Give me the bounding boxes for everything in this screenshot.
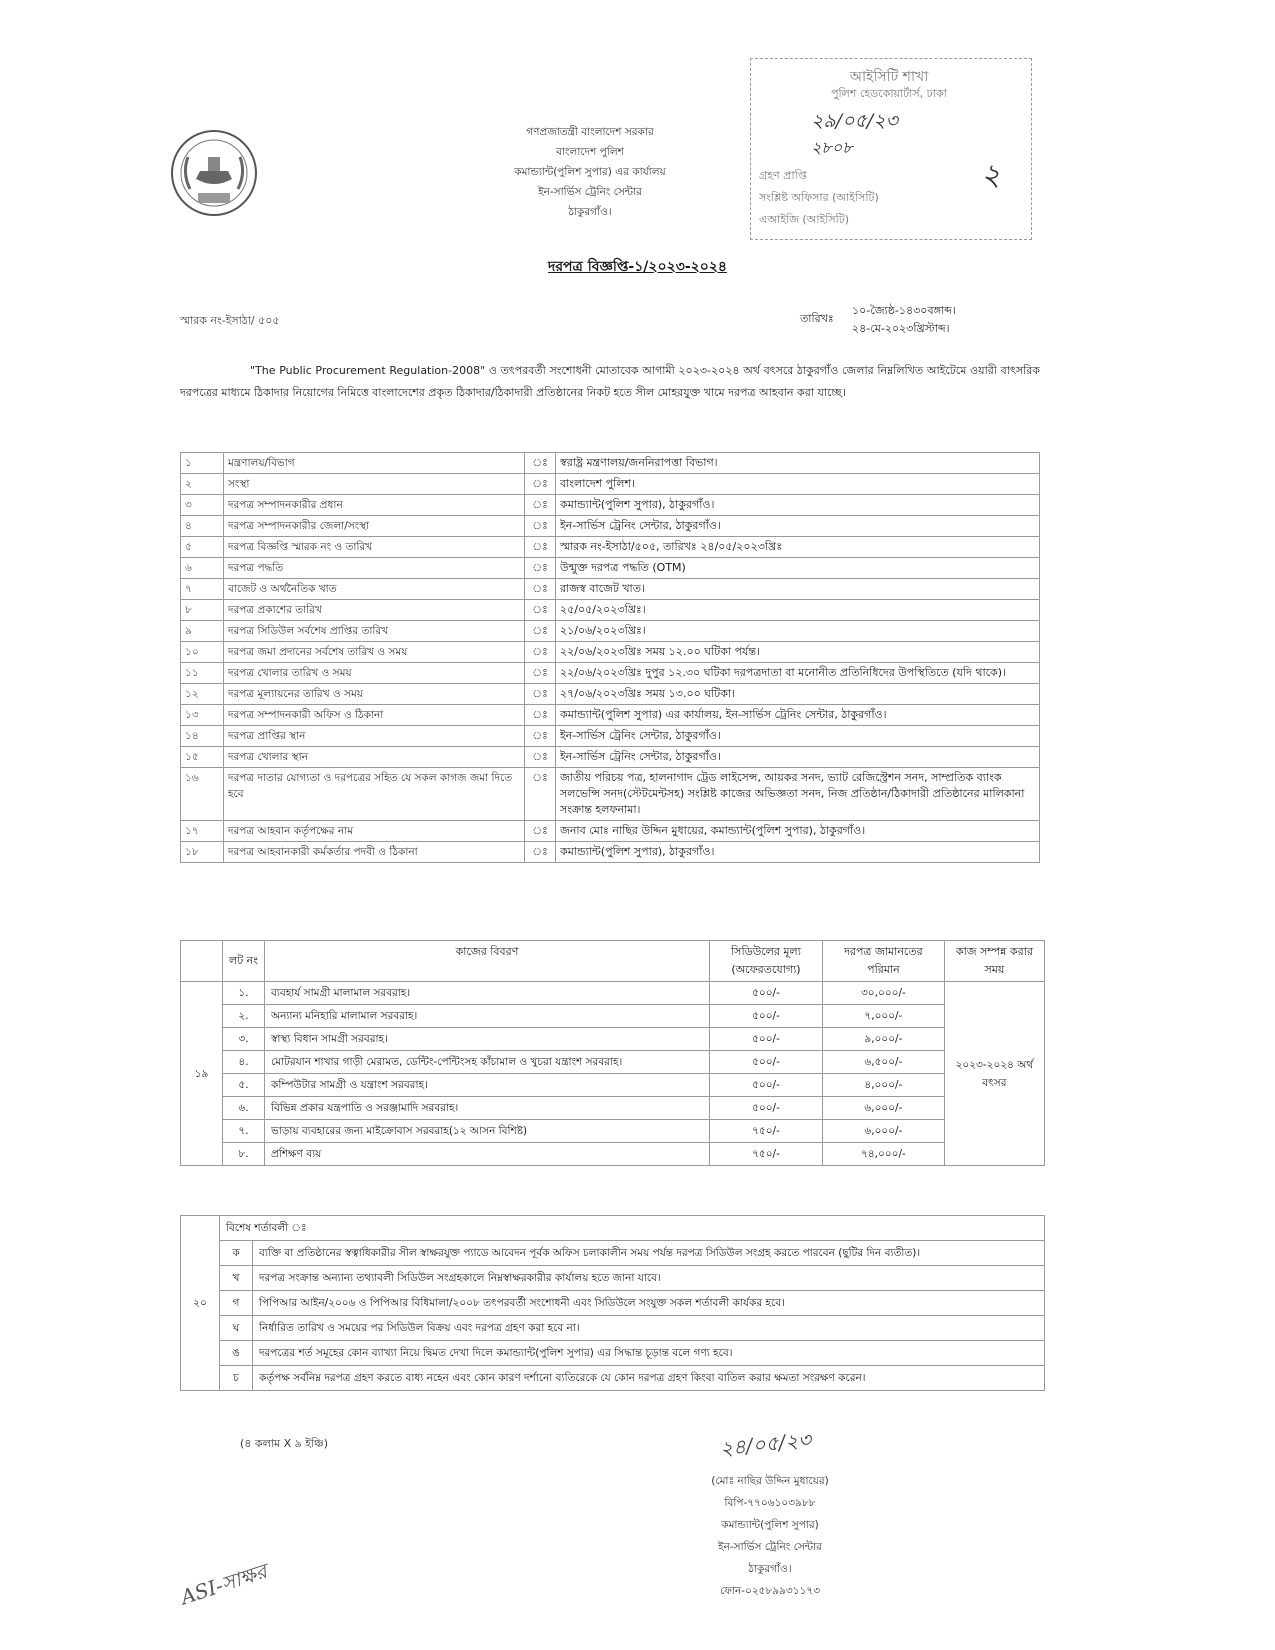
- info-row-colon: ঃ: [525, 768, 556, 821]
- date-bangla: ১০-জ্যৈষ্ঠ-১৪৩০বঙ্গাব্দ।: [852, 304, 956, 317]
- work-desc: স্বাস্থ্য বিধান সামগ্রী সরবরাহ।: [265, 1028, 710, 1051]
- info-row-colon: ঃ: [525, 495, 556, 516]
- info-row: [181, 516, 1040, 537]
- info-row-number: ৬: [181, 558, 224, 579]
- work-price: ৫০০/-: [709, 1051, 822, 1074]
- condition-mark: গ: [220, 1291, 253, 1316]
- receipt-stamp: [750, 58, 1032, 240]
- stamp-dept: পুলিশ হেডকোয়ার্টার্স, ঢাকা: [831, 87, 947, 100]
- info-row-key: দরপত্র প্রকাশের তারিখ: [224, 600, 525, 621]
- police-emblem-logo: [168, 127, 260, 219]
- info-row: [181, 537, 1040, 558]
- info-row-number: ১৬: [181, 768, 224, 821]
- work-row: [181, 1005, 1045, 1028]
- condition-text: কর্তৃপক্ষ সর্বনিম্ন দরপত্র গ্রহণ করতে বাধ্য নহেন এবং কোন কারণ দর্শানো ব্যতিরেকে যে কোন দরপত্র গ্রহণ কিংবা বাতিল করার ক্ষমতা সংরক্ষণ করেন।: [253, 1366, 1045, 1391]
- condition-mark: খ: [220, 1266, 253, 1291]
- work-row: [181, 1097, 1045, 1120]
- info-row-value: কমান্ড্যান্ট(পুলিশ সুপার), ঠাকুরগাঁও।: [556, 842, 1040, 863]
- work-price: ৭৫০/-: [709, 1120, 822, 1143]
- condition-mark: চ: [220, 1366, 253, 1391]
- info-row: [181, 726, 1040, 747]
- info-row-value: ইন-সার্ভিস ট্রেনিং সেন্টার, ঠাকুরগাঁও।: [556, 516, 1040, 537]
- info-row-number: ১৮: [181, 842, 224, 863]
- info-row-key: দরপত্র সম্পাদনকারীর জেলা/সংস্থা: [224, 516, 525, 537]
- condition-text: পিপিআর আইন/২০০৬ ও পিপিআর বিধিমালা/২০০৮ তৎপরবর্তী সংশোধনী এবং সিডিউলে সংযুক্ত সকল শর্তাবলী কার্যকর হবে।: [253, 1291, 1045, 1316]
- info-row-key: সংস্থা: [224, 474, 525, 495]
- info-row-number: ৩: [181, 495, 224, 516]
- conditions-heading-row: [181, 1216, 1045, 1241]
- signature-scribble: ২৪/০৫/২৩: [718, 1427, 813, 1461]
- header-period: কাজ সম্পন্ন করার সময়: [944, 941, 1044, 982]
- work-period: ২০২৩-২০২৪ অর্থ বৎসর: [944, 982, 1044, 1166]
- info-row-colon: ঃ: [525, 842, 556, 863]
- header-line: ঠাকুরগাঁও।: [568, 206, 612, 218]
- info-row-colon: ঃ: [525, 579, 556, 600]
- info-row-number: ১: [181, 453, 224, 474]
- info-row-number: ১২: [181, 684, 224, 705]
- info-row-number: ১৩: [181, 705, 224, 726]
- info-row-value: ২৭/০৬/২০২৩খ্রিঃ সময় ১৩.০০ ঘটিকা।: [556, 684, 1040, 705]
- work-lot: ৪.: [223, 1051, 265, 1074]
- work-security: ৬,০০০/-: [823, 1120, 945, 1143]
- work-security: ৬,৫০০/-: [823, 1051, 945, 1074]
- stamp-initial: ২: [981, 158, 1001, 193]
- work-desc: অন্যান্য মনিহারি মালামাল সরবরাহ।: [265, 1005, 710, 1028]
- signatory-name: (মোঃ নাছির উদ্দিন মুধায়ের): [711, 1475, 829, 1487]
- stamp-row: সংশ্লিষ্ট অফিসার (আইসিটি): [759, 191, 879, 204]
- info-row: [181, 558, 1040, 579]
- info-row-value: ইন-সার্ভিস ট্রেনিং সেন্টার, ঠাকুরগাঁও।: [556, 726, 1040, 747]
- info-row: [181, 474, 1040, 495]
- signatory-office: ইন-সার্ভিস ট্রেনিং সেন্টার: [718, 1541, 822, 1553]
- work-lot: ১.: [223, 982, 265, 1005]
- condition-row: [181, 1341, 1045, 1366]
- info-row: [181, 842, 1040, 863]
- work-row: [181, 1051, 1045, 1074]
- header-lot: লট নং: [223, 941, 265, 982]
- info-row-value: ২১/০৬/২০২৩খ্রিঃ।: [556, 621, 1040, 642]
- info-row-key: দরপত্র পদ্ধতি: [224, 558, 525, 579]
- work-security: ৭,০০০/-: [823, 1005, 945, 1028]
- info-row-key: দরপত্র দাতার যোগ্যতা ও দরপত্রের সহিত যে সকল কাগজ জমা দিতে হবে: [224, 768, 525, 821]
- info-row-number: ২: [181, 474, 224, 495]
- work-lot: ৫.: [223, 1074, 265, 1097]
- info-row-number: ১০: [181, 642, 224, 663]
- work-lot: ৮.: [223, 1143, 265, 1166]
- info-row-colon: ঃ: [525, 821, 556, 842]
- work-lot: ৩.: [223, 1028, 265, 1051]
- header-line: গণপ্রজাতন্ত্রী বাংলাদেশ সরকার: [526, 126, 654, 138]
- info-row-value: ২৫/০৫/২০২৩খ্রিঃ।: [556, 600, 1040, 621]
- condition-row: [181, 1266, 1045, 1291]
- stamp-org: আইসিটি শাখা: [849, 69, 929, 85]
- info-row: [181, 747, 1040, 768]
- header-price: সিডিউলের মূল্য (অফেরতযোগ্য): [709, 941, 822, 982]
- info-row-value: জাতীয় পরিচয় পত্র, হালনাগাদ ট্রেড লাইসেন্স, আয়কর সনদ, ভ্যাট রেজিস্ট্রেশন সনদ, সাম্প্রতিক ব্যাংক সলভেন্সি সনদ(স্টেটমেন্টসহ) সংশ্লিষ্ট কাজের অভিজ্ঞতা সনদ, নিজ প্রতিষ্ঠান/ঠিকাদারী প্রতিষ্ঠানের মালিকানা সংক্রান্ত হলফনামা।: [556, 768, 1040, 821]
- notice-title: দরপত্র বিজ্ঞপ্তি-১/২০২৩-২০২৪: [547, 259, 728, 275]
- info-row-key: দরপত্র আহবানকারী কর্মকর্তার পদবী ও ঠিকানা: [224, 842, 525, 863]
- info-row-value: কমান্ড্যান্ট(পুলিশ সুপার) এর কার্যালয়, ইন-সার্ভিস ট্রেনিং সেন্টার, ঠাকুরগাঁও।: [556, 705, 1040, 726]
- signature-block: [680, 1470, 860, 1602]
- work-price: ৭৫০/-: [709, 1143, 822, 1166]
- info-row-number: ৭: [181, 579, 224, 600]
- work-price: ৫০০/-: [709, 1028, 822, 1051]
- condition-mark: ক: [220, 1241, 253, 1266]
- work-security: ৩০,০০০/-: [823, 982, 945, 1005]
- conditions-section-number: ২০: [181, 1216, 220, 1391]
- condition-mark: ঘ: [220, 1316, 253, 1341]
- condition-mark: ঙ: [220, 1341, 253, 1366]
- work-row: [181, 1028, 1045, 1051]
- info-row-number: ৪: [181, 516, 224, 537]
- work-lot: ৬.: [223, 1097, 265, 1120]
- work-desc: প্রশিক্ষণ ব্যয়: [265, 1143, 710, 1166]
- info-row-value: রাজস্ব বাজেট খাত।: [556, 579, 1040, 600]
- info-row-value: কমান্ড্যান্ট(পুলিশ সুপার), ঠাকুরগাঁও।: [556, 495, 1040, 516]
- info-row: [181, 453, 1040, 474]
- info-row: [181, 663, 1040, 684]
- work-security: ৬,০০০/-: [823, 1097, 945, 1120]
- work-desc: মোটরযান শাখার গাড়ী মেরামত, ডেন্টিং-পেন্টিংসহ কাঁচামাল ও খুচরা যন্ত্রাংশ সরবরাহ।: [265, 1051, 710, 1074]
- date-english: ২৪-মে-২০২৩খ্রিস্টাব্দ।: [852, 322, 950, 335]
- header-line: বাংলাদেশ পুলিশ: [556, 146, 624, 158]
- info-row-key: দরপত্র মূল্যায়নের তারিখ ও সময়: [224, 684, 525, 705]
- info-row-value: বাংলাদেশ পুলিশ।: [556, 474, 1040, 495]
- stamp-row: এআইজি (আইসিটি): [759, 213, 850, 226]
- info-row-colon: ঃ: [525, 558, 556, 579]
- info-row-colon: ঃ: [525, 516, 556, 537]
- info-row: [181, 495, 1040, 516]
- info-row: [181, 684, 1040, 705]
- work-security: ৪,০০০/-: [823, 1074, 945, 1097]
- info-row-value: ২২/০৬/২০২৩খ্রিঃ সময় ১২.০০ ঘটিকা পর্যন্ত।: [556, 642, 1040, 663]
- info-row-value: উন্মুক্ত দরপত্র পদ্ধতি (OTM): [556, 558, 1040, 579]
- work-row: [181, 982, 1045, 1005]
- stamp-number: ২৮০৮: [811, 138, 853, 157]
- info-row-colon: ঃ: [525, 474, 556, 495]
- work-desc: কম্পিউটার সামগ্রী ও যন্ত্রাংশ সরবরাহ।: [265, 1074, 710, 1097]
- condition-row: [181, 1366, 1045, 1391]
- info-row-key: দরপত্র প্রাপ্তির স্থান: [224, 726, 525, 747]
- condition-row: [181, 1316, 1045, 1341]
- info-row-colon: ঃ: [525, 684, 556, 705]
- intro-paragraph: "The Public Procurement Regulation-2008" ও তৎপরবর্তী সংশোধনী মোতাবেক আগামী ২০২৩-২০২৪ অর্থ বৎসরে ঠাকুরগাঁও জেলার নিম্নলিখিত আইটেমে ওয়ারী বাৎসরিক দরপত্রের মাধ্যমে ঠিকাদার নিয়োগের নিমিত্তে বাংলাদেশের প্রকৃত ঠিকাদার/ঠিকাদারী প্রতিষ্ঠানের নিকট হতে সীল মোহরযুক্ত খামে দরপত্র আহবান করা যাচ্ছে।: [180, 364, 1040, 399]
- info-row-colon: ঃ: [525, 726, 556, 747]
- info-row-colon: ঃ: [525, 642, 556, 663]
- signatory-bp: বিপি-৭৭০৬১০৩৯৮৮: [724, 1497, 816, 1509]
- info-row-value: ইন-সার্ভিস ট্রেনিং সেন্টার, ঠাকুরগাঁও।: [556, 747, 1040, 768]
- info-row: [181, 600, 1040, 621]
- info-row-key: দরপত্র আহবান কর্তৃপক্ষের নাম: [224, 821, 525, 842]
- info-row-key: বাজেট ও অর্থনৈতিক খাত: [224, 579, 525, 600]
- info-row-key: দরপত্র খোলার স্থান: [224, 747, 525, 768]
- info-row-key: দরপত্র সম্পাদনকারীর প্রধান: [224, 495, 525, 516]
- work-price: ৫০০/-: [709, 1074, 822, 1097]
- info-row: [181, 621, 1040, 642]
- work-items-table: [180, 940, 1045, 1166]
- info-row: [181, 579, 1040, 600]
- work-desc: ভাড়ায় ব্যবহারের জন্য মাইক্রোবাস সরবরাহ(১২ আসন বিশিষ্ট): [265, 1120, 710, 1143]
- section-cell: [181, 941, 223, 982]
- work-security: ৭৪,০০০/-: [823, 1143, 945, 1166]
- handwritten-initials: ASI-সাক্ষর: [177, 1558, 270, 1610]
- info-row-number: ৯: [181, 621, 224, 642]
- stamp-row: গ্রহণ প্রাপ্তি: [759, 169, 807, 182]
- info-row-colon: ঃ: [525, 747, 556, 768]
- signatory-designation: কমান্ড্যান্ট(পুলিশ সুপার): [721, 1519, 819, 1531]
- info-row-value: স্মারক নং-ইসাঠা/৫০৫, তারিখঃ ২৪/০৫/২০২৩খ্রিঃ: [556, 537, 1040, 558]
- size-note: (৪ কলাম X ৯ ইঞ্চি): [240, 1437, 329, 1450]
- info-row-number: ৫: [181, 537, 224, 558]
- special-conditions-table: [180, 1215, 1045, 1391]
- work-price: ৫০০/-: [709, 1097, 822, 1120]
- info-row-number: ১৪: [181, 726, 224, 747]
- condition-row: [181, 1241, 1045, 1266]
- info-row-colon: ঃ: [525, 600, 556, 621]
- condition-text: দরপত্রের শর্ত সমূহের কোন ব্যাখ্যা নিয়ে দ্বিমত দেখা দিলে কমান্ড্যান্ট(পুলিশ সুপার) এর সিদ্ধান্ত চূড়ান্ত বলে গণ্য হবে।: [253, 1341, 1045, 1366]
- info-row-value: স্বরাষ্ট্র মন্ত্রণালয়/জননিরাপত্তা বিভাগ।: [556, 453, 1040, 474]
- work-desc: ব্যবহার্য সামগ্রী মালামাল সরবরাহ।: [265, 982, 710, 1005]
- stamp-date: ২৯/০৫/২৩: [811, 110, 898, 132]
- work-lot: ২.: [223, 1005, 265, 1028]
- info-row-key: দরপত্র সিডিউল সর্বশেষ প্রাপ্তির তারিখ: [224, 621, 525, 642]
- date-label: তারিখঃ: [800, 312, 834, 325]
- info-row-colon: ঃ: [525, 663, 556, 684]
- work-section-number: ১৯: [181, 982, 223, 1166]
- info-row-key: দরপত্র সম্পাদনকারী অফিস ও ঠিকানা: [224, 705, 525, 726]
- info-row-value: ২২/০৬/২০২৩খ্রিঃ দুপুর ১২.৩০ ঘটিকা দরপত্রদাতা বা মনোনীত প্রতিনিধিদের উপস্থিতিতে (যদি থাকে)।: [556, 663, 1040, 684]
- info-row: [181, 821, 1040, 842]
- info-row-colon: ঃ: [525, 537, 556, 558]
- info-row-key: দরপত্র জমা প্রদানের সর্বশেষ তারিখ ও সময়: [224, 642, 525, 663]
- header-line: ইন-সার্ভিস ট্রেনিং সেন্টার: [538, 186, 642, 198]
- conditions-heading: বিশেষ শর্তাবলী ঃ: [220, 1216, 1045, 1241]
- info-row-colon: ঃ: [525, 453, 556, 474]
- info-row-value: জনাব মোঃ নাছির উদ্দিন মুধায়ের, কমান্ড্যান্ট(পুলিশ সুপার), ঠাকুরগাঁও।: [556, 821, 1040, 842]
- info-row-number: ১৫: [181, 747, 224, 768]
- info-row-colon: ঃ: [525, 705, 556, 726]
- condition-row: [181, 1291, 1045, 1316]
- work-price: ৫০০/-: [709, 1005, 822, 1028]
- info-row-key: দরপত্র খোলার তারিখ ও সময়: [224, 663, 525, 684]
- info-row-number: ৮: [181, 600, 224, 621]
- info-row-key: দরপত্র বিজ্ঞপ্তি স্মারক নং ও তারিখ: [224, 537, 525, 558]
- work-lot: ৭.: [223, 1120, 265, 1143]
- work-row: [181, 1143, 1045, 1166]
- info-row-number: ১৭: [181, 821, 224, 842]
- work-row: [181, 1120, 1045, 1143]
- info-row: [181, 705, 1040, 726]
- info-row-colon: ঃ: [525, 621, 556, 642]
- work-row: [181, 1074, 1045, 1097]
- info-row: [181, 642, 1040, 663]
- memo-number: স্মারক নং-ইসাঠা/ ৫০৫: [180, 314, 280, 327]
- work-security: ৯,০০০/-: [823, 1028, 945, 1051]
- signatory-place: ঠাকুরগাঁও।: [748, 1563, 792, 1575]
- condition-text: ব্যক্তি বা প্রতিষ্ঠানের স্বত্বাধিকারীর সীল স্বাক্ষরযুক্ত প্যাডে আবেদন পূর্বক অফিস চলাকালীন সময় পর্যন্ত দরপত্র সিডিউল সংগ্রহ করতে পারবেন (ছুটির দিন ব্যতীত)।: [253, 1241, 1045, 1266]
- work-desc: বিভিন্ন প্রকার যন্ত্রপাতি ও সরঞ্জামাদি সরবরাহ।: [265, 1097, 710, 1120]
- info-row-number: ১১: [181, 663, 224, 684]
- header-line: কমান্ড্যান্ট(পুলিশ সুপার) এর কার্যালয়: [514, 166, 666, 178]
- office-header: [470, 122, 710, 222]
- header-security: দরপত্র জামানতের পরিমান: [823, 941, 945, 982]
- header-desc: কাজের বিবরণ: [265, 941, 710, 982]
- info-row-key: মন্ত্রণালয়/বিভাগ: [224, 453, 525, 474]
- condition-text: দরপত্র সংক্রান্ত অন্যান্য তথ্যাবলী সিডিউল সংগ্রহকালে নিম্নস্বাক্ষরকারীর কার্যালয় হতে জানা যাবে।: [253, 1266, 1045, 1291]
- signatory-phone: ফোন-০২৫৮৯৯৩১১৭৩: [719, 1585, 821, 1597]
- tender-info-table: [180, 452, 1040, 863]
- condition-text: নির্ধারিত তারিখ ও সময়ের পর সিডিউল বিক্রয় এবং দরপত্র গ্রহণ করা হবে না।: [253, 1316, 1045, 1341]
- info-row: [181, 768, 1040, 821]
- work-price: ৫০০/-: [709, 982, 822, 1005]
